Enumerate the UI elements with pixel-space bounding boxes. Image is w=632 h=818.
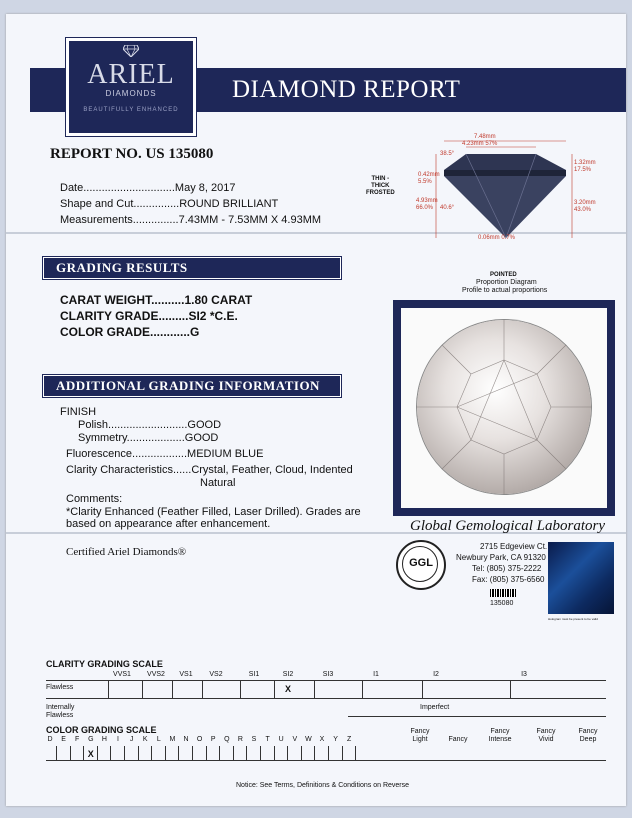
- logo-sub: DIAMONDS: [105, 89, 157, 98]
- color-letter-i: I: [117, 736, 119, 743]
- color-letter-h: H: [101, 736, 107, 743]
- color-tick: [206, 746, 207, 760]
- logo-tagline: BEAUTIFULLY ENHANCED: [83, 107, 179, 113]
- color-letter-g: G: [88, 736, 94, 743]
- detail-measurements: Measurements...............7.43MM - 7.53MM X 4.93MM: [60, 214, 322, 226]
- report-number: REPORT NO. US 135080: [50, 146, 214, 162]
- color-tick: [314, 746, 315, 760]
- clarity-grade-i3: I3: [521, 671, 527, 678]
- fluorescence-row: Fluorescence..................MEDIUM BLUE: [66, 448, 264, 460]
- additional-info-heading: ADDITIONAL GRADING INFORMATION: [44, 376, 340, 396]
- seal-text: GGL: [409, 557, 433, 569]
- comments-text: *Clarity Enhanced (Feather Filled, Laser Drilled). Grades are: [66, 506, 361, 518]
- pavilion-depth-label: 4.93mm 66.0%: [416, 198, 438, 211]
- table-label: 4.23mm 57%: [462, 141, 498, 147]
- clarity-tick: [202, 680, 203, 698]
- color-marker: X: [87, 749, 94, 759]
- fancy-grade: Fancy Vivid: [536, 728, 556, 743]
- symmetry-row: Symmetry...................GOOD: [78, 432, 219, 444]
- color-letter-m: M: [169, 736, 176, 743]
- scale-line: [46, 680, 606, 681]
- color-scale-title: COLOR GRADING SCALE: [46, 725, 157, 735]
- comments-label: Comments:: [66, 493, 123, 505]
- detail-shape: Shape and Cut...............ROUND BRILLIANT: [60, 198, 279, 210]
- color-letter-r: R: [237, 736, 243, 743]
- clarity-grade-si3: SI3: [322, 671, 334, 678]
- color-tick: [110, 746, 111, 760]
- scale-line: [46, 760, 606, 761]
- color-tick: [301, 746, 302, 760]
- polish-row: Polish..........................GOOD: [78, 419, 222, 431]
- internally-label-2: Flawless: [46, 712, 74, 719]
- color-letter-s: S: [251, 736, 257, 743]
- color-letter-j: J: [129, 736, 134, 743]
- color-letter-t: T: [265, 736, 270, 743]
- scale-line: [348, 716, 606, 717]
- color-tick: [178, 746, 179, 760]
- color-letter-d: D: [47, 736, 53, 743]
- color-letter-q: Q: [224, 736, 230, 743]
- barcode-number: 135080: [490, 600, 514, 607]
- detail-date: Date..............................May 8, 2017: [60, 182, 236, 194]
- color-tick: [246, 746, 247, 760]
- clarity-tick: [108, 680, 109, 698]
- crown-height-label: 1.32mm 17.5%: [574, 160, 596, 173]
- culet-description: POINTED: [490, 272, 517, 278]
- clarity-tick: [274, 680, 275, 698]
- lab-seal: [396, 540, 446, 590]
- color-letter-y: Y: [333, 736, 338, 743]
- color-tick: [233, 746, 234, 760]
- clarity-tick: [314, 680, 315, 698]
- diagram-subtitle: Profile to actual proportions: [462, 287, 548, 294]
- clarity-grade-i2: I2: [433, 671, 439, 678]
- color-tick: [219, 746, 220, 760]
- color-letter-w: W: [305, 736, 312, 743]
- logo-brand: ARIEL: [87, 59, 175, 90]
- color-letter-v: V: [292, 736, 298, 743]
- finish-label: FINISH: [60, 406, 97, 418]
- color-letter-z: Z: [347, 736, 352, 743]
- color-grade: COLOR GRADE............G: [60, 325, 200, 339]
- clarity-tick: [142, 680, 143, 698]
- color-tick: [56, 746, 57, 760]
- color-tick: [151, 746, 152, 760]
- fancy-grade: Fancy Intense: [488, 728, 512, 743]
- culet-label: 0.06mm 0.7%: [478, 235, 516, 241]
- color-tick: [260, 746, 261, 760]
- color-tick: [192, 746, 193, 760]
- lab-name: Global Gemological Laboratory: [410, 518, 605, 534]
- pavilion-height-label: 3.20mm 43.0%: [574, 200, 596, 213]
- color-letter-u: U: [278, 736, 284, 743]
- clarity-tick: [510, 680, 511, 698]
- pavilion-angle-label: 40.6°: [440, 205, 455, 211]
- color-tick: [83, 746, 84, 760]
- barcode: [490, 589, 516, 597]
- grading-results-heading: GRADING RESULTS: [44, 258, 340, 278]
- diagram-title: Proportion Diagram: [476, 279, 537, 286]
- comments-text-cont: based on appearance after enhancement.: [66, 518, 271, 530]
- ariel-logo: [66, 38, 196, 136]
- clarity-grade-vvs1: VVS1: [113, 671, 131, 678]
- scale-line: [46, 698, 606, 699]
- clarity-grade: CLARITY GRADE.........SI2 *C.E.: [60, 309, 238, 323]
- lab-fax: Fax: (805) 375-6560: [472, 575, 545, 584]
- clarity-tick: [172, 680, 173, 698]
- color-letter-l: L: [156, 736, 161, 743]
- imperfect-label: Imperfect: [420, 704, 450, 711]
- color-letter-e: E: [61, 736, 66, 743]
- fancy-grade: Fancy Light: [410, 728, 430, 743]
- lab-address1: 2715 Edgeview Ct.: [480, 542, 548, 551]
- certified-line: Certified Ariel Diamonds®: [66, 546, 187, 558]
- fancy-grade: Fancy: [448, 736, 468, 743]
- diamond-photo-frame: [393, 300, 615, 516]
- color-letter-f: F: [75, 736, 80, 743]
- color-tick: [287, 746, 288, 760]
- clarity-tick: [362, 680, 363, 698]
- color-tick: [165, 746, 166, 760]
- facet-pattern: [417, 320, 591, 494]
- color-tick: [138, 746, 139, 760]
- girdle-description: THIN - THICK FROSTED: [366, 176, 395, 196]
- page-title: DIAMOND REPORT: [232, 76, 461, 103]
- carat-weight: CARAT WEIGHT..........1.80 CARAT: [60, 293, 253, 307]
- clarity-grade-i1: I1: [373, 671, 379, 678]
- crown-angle-label: 38.5°: [440, 151, 455, 157]
- clarity-grade-vvs2: VVS2: [147, 671, 165, 678]
- clarity-scale-title: CLARITY GRADING SCALE: [46, 659, 163, 669]
- clarity-grade-si1: SI1: [248, 671, 260, 678]
- internally-label: Internally: [46, 704, 75, 711]
- clarity-grade-vs2: VS2: [209, 671, 223, 678]
- color-letter-o: O: [196, 736, 203, 743]
- color-letter-k: K: [142, 736, 148, 743]
- color-tick: [355, 746, 356, 760]
- color-letter-n: N: [183, 736, 189, 743]
- clarity-grade-vs1: VS1: [179, 671, 193, 678]
- girdle-thickness-label: 0.42mm 5.5%: [418, 172, 440, 185]
- color-tick: [97, 746, 98, 760]
- hologram-sticker: [548, 542, 614, 614]
- flawless-label: Flawless: [46, 684, 74, 691]
- hologram-note: Hologram must be present to be valid: [548, 617, 598, 621]
- clarity-characteristics-row: Clarity Characteristics......Crystal, Feather, Cloud, Indented: [66, 464, 353, 476]
- clarity-grade-si2: SI2: [282, 671, 294, 678]
- color-tick: [70, 746, 71, 760]
- color-letter-x: X: [319, 736, 325, 743]
- clarity-marker: X: [284, 684, 291, 694]
- clarity-characteristics-cont: Natural: [200, 477, 236, 489]
- color-tick: [328, 746, 329, 760]
- lab-tel: Tel: (805) 375-2222: [472, 564, 542, 573]
- color-tick: [124, 746, 125, 760]
- diamond-icon: [123, 45, 139, 57]
- color-tick: [274, 746, 275, 760]
- total-width-label: 7.48mm: [474, 134, 496, 140]
- color-letter-p: P: [210, 736, 216, 743]
- notice: Notice: See Terms, Definitions & Conditions on Reverse: [236, 782, 410, 789]
- fancy-grade: Fancy Deep: [578, 728, 598, 743]
- diamond-photo: [417, 320, 591, 494]
- clarity-tick: [422, 680, 423, 698]
- lab-address2: Newbury Park, CA 91320: [456, 553, 546, 562]
- clarity-tick: [240, 680, 241, 698]
- color-tick: [342, 746, 343, 760]
